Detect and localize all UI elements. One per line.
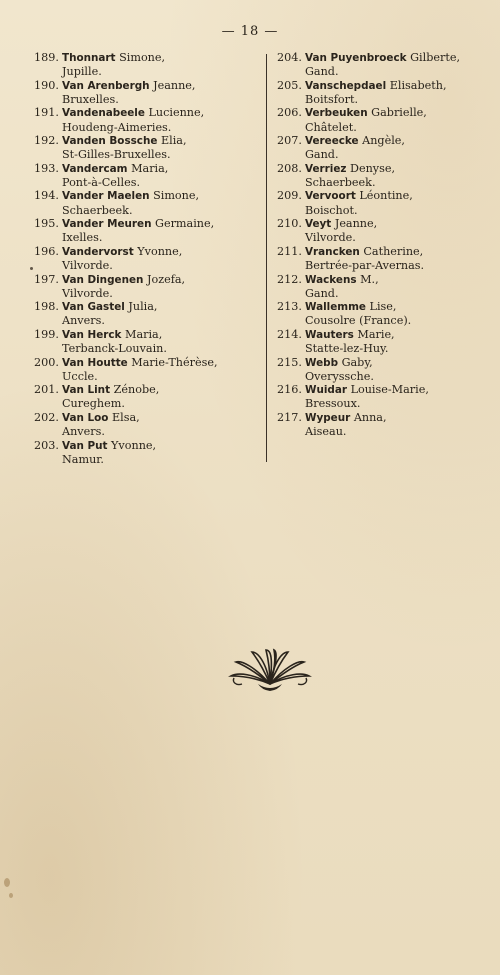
entry-body <box>62 383 264 411</box>
entry-surname: Thonnart <box>62 52 116 64</box>
left-column <box>34 51 264 466</box>
entry-surname: Wypeur <box>305 411 351 424</box>
entry-place: Boischot. <box>305 203 358 217</box>
list-item <box>34 300 264 328</box>
entry-place: Bressoux. <box>305 397 361 411</box>
entry-number: 196. <box>34 244 59 258</box>
list-item <box>34 106 264 134</box>
entry-body <box>305 300 492 328</box>
entry-surname: Vandenabeele <box>62 107 145 120</box>
entry-surname: Wallemme <box>305 301 366 314</box>
entry-place: Gand. <box>305 65 339 79</box>
entry-surname: Vanschepdael <box>305 79 387 92</box>
list-item <box>277 245 492 273</box>
entry-surname: Vervoort <box>305 190 356 203</box>
entry-given-name: Gaby, <box>341 355 373 369</box>
entry-surname: Vander Maelen <box>62 190 150 203</box>
entry-given-name: Marie-Thérèse, <box>131 355 218 369</box>
entry-surname: Van Houtte <box>62 356 128 369</box>
entry-body <box>62 356 264 384</box>
entry-place: Uccle. <box>62 369 98 383</box>
entry-place: Aiseau. <box>305 425 347 439</box>
entry-surname: Wuidar <box>305 384 347 397</box>
entry-given-name: M., <box>360 272 379 286</box>
entry-place: Gand. <box>305 148 339 162</box>
entry-surname: Wackens <box>305 273 357 286</box>
entry-surname: Van Loo <box>62 411 109 424</box>
entry-place: Bruxelles. <box>62 92 119 106</box>
list-item <box>34 245 264 273</box>
entry-given-name: Elia, <box>160 134 187 148</box>
entry-place: Cureghem. <box>62 397 125 411</box>
list-item <box>34 356 264 384</box>
entry-body <box>305 383 492 411</box>
entry-number: 202. <box>34 410 59 424</box>
entry-body <box>62 328 264 356</box>
list-item <box>277 189 492 217</box>
entry-given-name: Gabrielle, <box>371 106 427 120</box>
entry-number: 190. <box>34 78 59 92</box>
entry-surname: Van Arenbergh <box>62 79 150 92</box>
entry-given-name: Anna, <box>353 410 387 424</box>
entry-given-name: Lise, <box>369 300 397 314</box>
entry-surname: Vereecke <box>305 135 359 148</box>
entry-given-name: Maria, <box>131 161 169 175</box>
entry-surname: Verriez <box>305 162 347 175</box>
entry-number: 205. <box>277 78 302 92</box>
page-number: — 18 — <box>221 24 279 39</box>
entry-surname: Van Put <box>62 439 108 452</box>
entry-body <box>305 328 492 356</box>
entry-number: 197. <box>34 272 59 286</box>
entry-place: Vilvorde. <box>305 231 356 245</box>
entry-surname: Vandercam <box>62 162 128 175</box>
entry-number: 194. <box>34 189 59 203</box>
entry-surname: Vanden Bossche <box>62 135 158 148</box>
entry-place: Vilvorde. <box>62 286 113 300</box>
entry-place: Schaerbeek. <box>62 203 133 217</box>
entry-number: 215. <box>277 355 302 369</box>
entry-number: 206. <box>277 106 302 120</box>
entry-number: 201. <box>34 383 59 397</box>
foxing-spot <box>4 878 10 887</box>
right-column <box>277 51 492 439</box>
entry-body <box>62 439 264 467</box>
entry-given-name: Angèle, <box>362 134 405 148</box>
list-item <box>277 106 492 134</box>
entry-body <box>305 273 492 301</box>
entry-place: Schaerbeek. <box>305 175 376 189</box>
entry-given-name: Elsa, <box>111 410 140 424</box>
column-divider <box>266 54 267 462</box>
entry-surname: Webb <box>305 356 339 369</box>
entry-place: Vilvorde. <box>62 259 113 273</box>
entry-place: Anvers. <box>62 314 105 328</box>
list-item <box>277 328 492 356</box>
entry-number: 204. <box>277 51 302 64</box>
entry-number: 212. <box>277 272 302 286</box>
entry-place: Statte-lez-Huy. <box>305 342 389 356</box>
entry-body <box>62 217 264 245</box>
list-item <box>34 217 264 245</box>
entry-place: Terbanck-Louvain. <box>62 342 167 356</box>
list-item <box>34 439 264 467</box>
entry-place: Boitsfort. <box>305 92 359 106</box>
entry-given-name: Germaine, <box>155 217 215 231</box>
entry-number: 193. <box>34 161 59 175</box>
entry-given-name: Denyse, <box>350 161 396 175</box>
entry-number: 192. <box>34 134 59 148</box>
entry-surname: Vandervorst <box>62 245 134 258</box>
entry-given-name: Yvonne, <box>137 244 183 258</box>
entry-number: 189. <box>34 51 59 64</box>
entry-place: St-Gilles-Bruxelles. <box>62 148 171 162</box>
entry-number: 195. <box>34 217 59 231</box>
entry-given-name: Zénobe, <box>113 383 160 397</box>
list-item <box>277 411 492 439</box>
entry-place: Namur. <box>62 452 104 466</box>
entry-number: 216. <box>277 383 302 397</box>
entry-place: Bertrée-par-Avernas. <box>305 259 425 273</box>
entry-number: 213. <box>277 300 302 314</box>
entry-number: 214. <box>277 327 302 341</box>
entry-given-name: Elisabeth, <box>389 78 447 92</box>
entry-number: 203. <box>34 438 59 452</box>
entry-given-name: Marie, <box>357 327 395 341</box>
list-item <box>34 79 264 107</box>
entry-given-name: Maria, <box>125 327 163 341</box>
list-item <box>34 162 264 190</box>
entry-number: 210. <box>277 217 302 231</box>
entry-place: Ixelles. <box>62 231 103 245</box>
entry-given-name: Catherine, <box>363 244 424 258</box>
entry-surname: Vrancken <box>305 245 360 258</box>
entry-number: 211. <box>277 244 302 258</box>
entry-given-name: Simone, <box>153 189 200 203</box>
list-item <box>34 51 264 79</box>
entry-number: 207. <box>277 134 302 148</box>
entry-given-name: Gilberte, <box>410 51 461 64</box>
entry-surname: Van Puyenbroeck <box>305 52 407 64</box>
entry-given-name: Jeanne, <box>153 78 196 92</box>
list-item <box>277 217 492 245</box>
list-item <box>277 356 492 384</box>
entry-surname: Van Dingenen <box>62 273 144 286</box>
entry-place: Cousolre (France). <box>305 314 412 328</box>
list-item <box>34 134 264 162</box>
entry-number: 191. <box>34 106 59 120</box>
list-item <box>34 189 264 217</box>
entry-place: Houdeng-Aimeries. <box>62 120 172 134</box>
entry-body <box>62 106 264 134</box>
foxing-spot <box>9 893 13 898</box>
entry-number: 209. <box>277 189 302 203</box>
list-item <box>277 51 492 79</box>
entry-given-name: Simone, <box>119 51 166 64</box>
entry-number: 199. <box>34 327 59 341</box>
entry-body <box>305 134 492 162</box>
entry-body <box>62 79 264 107</box>
entry-number: 198. <box>34 300 59 314</box>
list-item <box>34 383 264 411</box>
entry-surname: Van Lint <box>62 384 111 397</box>
entry-body <box>305 217 492 245</box>
entry-number: 217. <box>277 410 302 424</box>
entry-given-name: Jeanne, <box>334 217 378 231</box>
entry-body <box>62 189 264 217</box>
list-item <box>34 328 264 356</box>
entry-body <box>62 51 264 79</box>
entry-surname: Verbeuken <box>305 107 368 120</box>
entry-body <box>62 245 264 273</box>
entry-surname: Wauters <box>305 328 354 341</box>
entry-body <box>305 189 492 217</box>
entry-body <box>305 411 492 439</box>
entry-given-name: Jozefa, <box>146 272 186 286</box>
entry-given-name: Lucienne, <box>148 106 205 120</box>
entry-given-name: Julia, <box>128 300 158 314</box>
ink-speck <box>30 267 33 270</box>
list-item <box>277 162 492 190</box>
list-item <box>34 411 264 439</box>
entry-body <box>62 134 264 162</box>
entry-body <box>62 300 264 328</box>
entry-place: Anvers. <box>62 425 105 439</box>
entry-place: Gand. <box>305 286 339 300</box>
entry-surname: Veyt <box>305 218 332 231</box>
entry-given-name: Louise-Marie, <box>350 383 429 397</box>
list-item <box>277 300 492 328</box>
entry-place: Jupille. <box>62 65 102 79</box>
entry-number: 208. <box>277 161 302 175</box>
entry-body <box>305 106 492 134</box>
entry-surname: Van Gastel <box>62 301 125 314</box>
entry-given-name: Yvonne, <box>111 438 157 452</box>
shell-fleuron-icon <box>228 648 312 694</box>
list-item <box>277 383 492 411</box>
entry-body <box>305 245 492 273</box>
entry-number: 200. <box>34 355 59 369</box>
entry-body <box>305 51 492 79</box>
entry-body <box>305 356 492 384</box>
list-item <box>34 273 264 301</box>
entry-given-name: Léontine, <box>359 189 413 203</box>
entry-body <box>305 79 492 107</box>
entry-body <box>305 162 492 190</box>
entry-body <box>62 162 264 190</box>
entry-place: Châtelet. <box>305 120 357 134</box>
entry-place: Pont-à-Celles. <box>62 175 140 189</box>
entry-body <box>62 411 264 439</box>
entry-surname: Vander Meuren <box>62 218 152 231</box>
entry-place: Overyssche. <box>305 369 374 383</box>
list-item <box>277 273 492 301</box>
list-item <box>277 134 492 162</box>
entry-surname: Van Herck <box>62 328 122 341</box>
list-item <box>277 79 492 107</box>
entry-body <box>62 273 264 301</box>
